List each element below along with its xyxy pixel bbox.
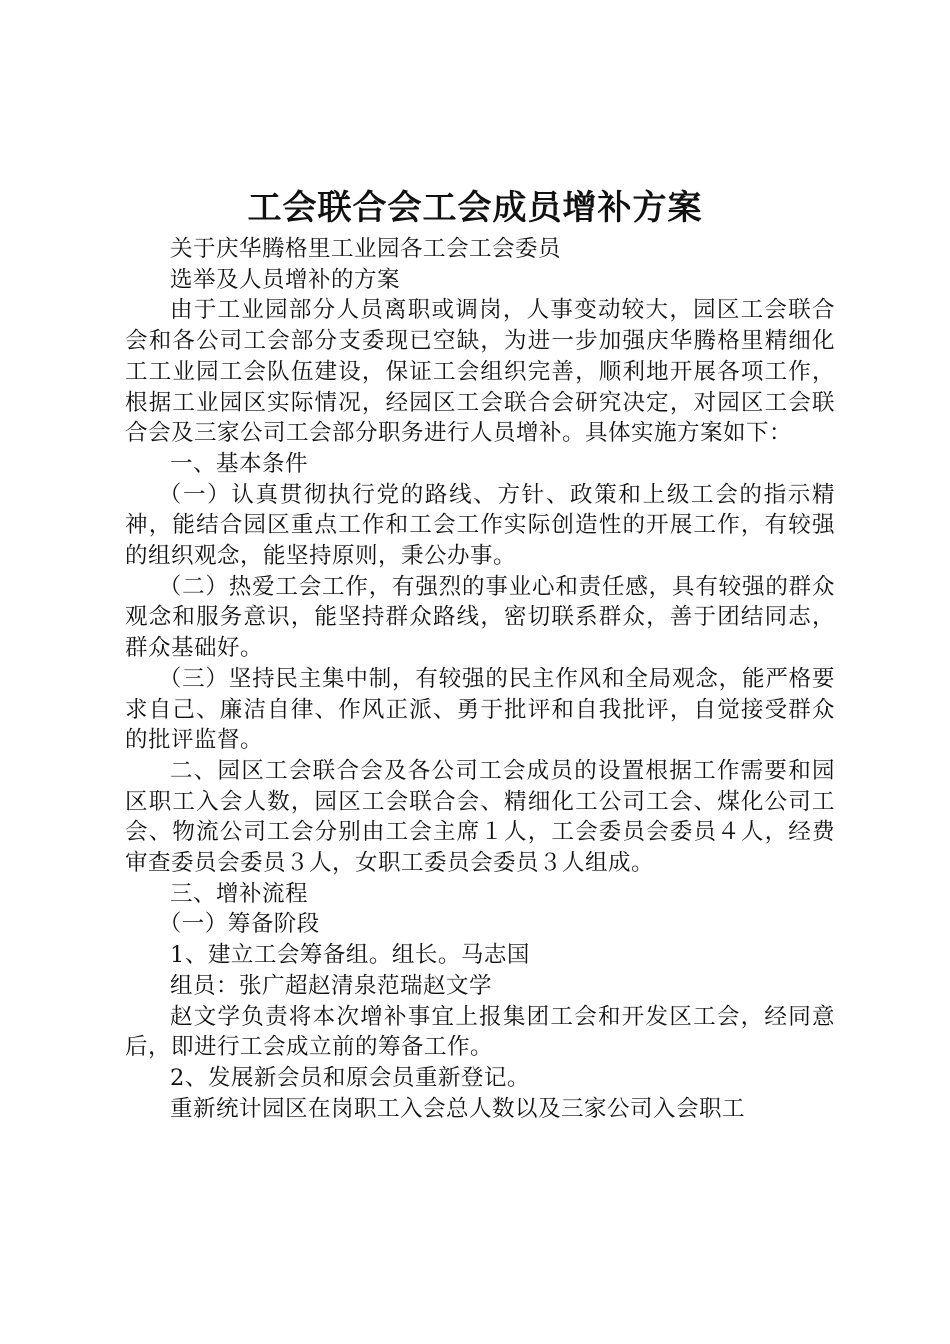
document-title: 工会联合会工会成员增补方案 <box>247 188 703 228</box>
reporting-paragraph: 赵文学负责将本次增补事宜上报集团工会和开发区工会，经同意后，即进行工会成立前的筹备工作。 <box>125 1003 835 1061</box>
condition-item-3: （三）坚持民主集中制，有较强的民主作风和全局观念，能严格要求自己、廉洁自律、作风正派、勇于批评和自我批评，自觉接受群众的批评监督。 <box>125 665 835 754</box>
document-body <box>125 234 835 1124</box>
recount-paragraph: 重新统计园区在岗职工入会总人数以及三家公司入会职工 <box>170 1095 746 1122</box>
section-member-setup: 二、园区工会联合会及各公司工会成员的设置根据工作需要和园区职工入会人数，园区工会联合会、精细化工公司工会、煤化公司工会、物流公司工会分别由工会主席１人，工会委员会委员４人，经费审查委员会委员３人，女职工委员会委员３人组成。 <box>125 757 835 877</box>
section-heading-basic-conditions: 一、基本条件 <box>170 450 309 477</box>
subheading-preparation: （一）筹备阶段 <box>158 911 320 938</box>
subtitle-line-1: 关于庆华腾格里工业园各工会工会委员 <box>170 236 562 262</box>
group-members: 组员：张广超赵清泉范瑞赵文学 <box>170 972 493 999</box>
intro-paragraph: 由于工业园部分人员离职或调岗，人事变动较大，园区工会联合会和各公司工会部分支委现已空缺，为进一步加强庆华腾格里精细化工工业园工会队伍建设，保证工会组织完善，顺利地开展各项工作，根据工业园区实际情况，经园区工会联合会研究决定，对园区工会联合会及三家公司工会部分职务进行人员增补。具体实施方案如下： <box>125 297 835 447</box>
section-heading-process: 三、增补流程 <box>170 880 309 907</box>
subtitle-line-2: 选举及人员增补的方案 <box>170 266 401 293</box>
step-1: 1、建立工会筹备组。组长。马志国 <box>170 942 530 969</box>
step-2: 2、发展新会员和原会员重新登记。 <box>170 1064 530 1091</box>
condition-item-2: （二）热爱工会工作，有强烈的事业心和责任感，具有较强的群众观念和服务意识，能坚持群众路线，密切联系群众，善于团结同志，群众基础好。 <box>125 573 835 662</box>
condition-item-1: （一）认真贯彻执行党的路线、方针、政策和上级工会的指示精神，能结合园区重点工作和工会工作实际创造性的开展工作，有较强的组织观念，能坚持原则，秉公办事。 <box>125 481 835 570</box>
